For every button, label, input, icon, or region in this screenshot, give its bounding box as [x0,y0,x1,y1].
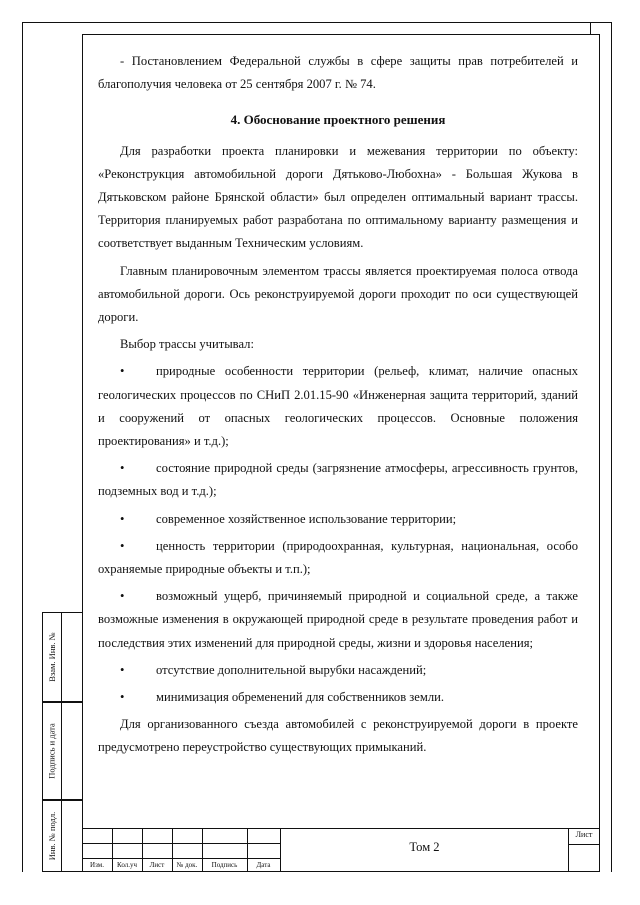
outer-frame-top [22,22,590,23]
list-item: • состояние природной среды (загрязнение атмосферы, агрессивность грунтов, подземных вод и т.д.); [98,461,578,499]
frame-tab [590,22,612,34]
paragraph-decree: - Постановлением Федеральной службы в сфере защиты прав потребителей и благополучия человека от 25 сентября 2007 г. № 74. [98,54,578,92]
side-stamp-inv [42,800,82,872]
paragraph-conclusion: Для организованного съезда автомобилей с реконструируемой дороги в проекте предусмотрено переустройство существующих примыканий. [98,717,578,755]
title-col-izm: Изм. [90,861,104,869]
list-item: • минимизация обременений для собственников земли. [120,690,445,705]
paragraph-main-element: Главным планировочным элементом трассы является проектируемая полоса отвода автомобильной дороги. Ось реконструируемой дороги проходит по оси существующей дороги. [98,263,578,325]
section-heading: 4. Обоснование проектного решения [230,112,446,128]
paragraph-route-choice: Выбор трассы учитывал: [120,337,254,352]
title-col-podpis: Подпись [211,861,238,869]
side-label-podpis: Подпись и дата [47,723,58,779]
outer-frame-left [22,22,23,872]
paragraph-intro: Для разработки проекта планировки и межевания территории по объекту: «Реконструкция автомобильной дороги Дятьково-Любохна» - Большая Жукова в Дятьковском районе Брянской области» был определен оптимальный вариант трассы. Территория планируемых работ разработана по оптимальному варианту размещения и соответствует выданным Техническим условиям. [98,143,578,251]
document-body [98,50,578,760]
list-item: • современное хозяйственное использование территории; [120,511,457,526]
title-col-list: Лист [149,861,165,869]
list-item: • ценность территории (природоохранная, культурная, национальная, особо охраняемые природные объекты и т.п.); [98,538,578,577]
title-col-kol: Кол.уч [117,861,137,869]
side-label-inv: Инв. № подл. [47,811,57,861]
volume-label: Том 2 [409,840,440,854]
title-block [82,828,600,872]
outer-frame-right [611,22,612,872]
title-col-data: Дата [256,861,271,869]
side-label-vzam: Взам. Инв. № [47,632,57,682]
sheet-label: Лист [575,830,593,839]
side-stamp-podpis [42,702,82,800]
list-item: • отсутствие дополнительной вырубки насаждений; [120,662,427,677]
list-item: • природные особенности территории (рельеф, климат, наличие опасных геологических процессов по СНиП 2.01.15-90 «Инженерная защита территорий, зданий и сооружений от опасных геологических процессов. Основные положения проектирования» и т.д.); [98,364,578,449]
title-col-doc: № док. [176,861,198,869]
side-stamp-vzam [42,612,82,702]
list-item: • возможный ущерб, причиняемый природной и социальной среде, а также возможные изменения в окружающей природной среде в результате проведения работ и последствия этих изменений для природной среды, жизни и здоровья населения; [98,589,578,650]
